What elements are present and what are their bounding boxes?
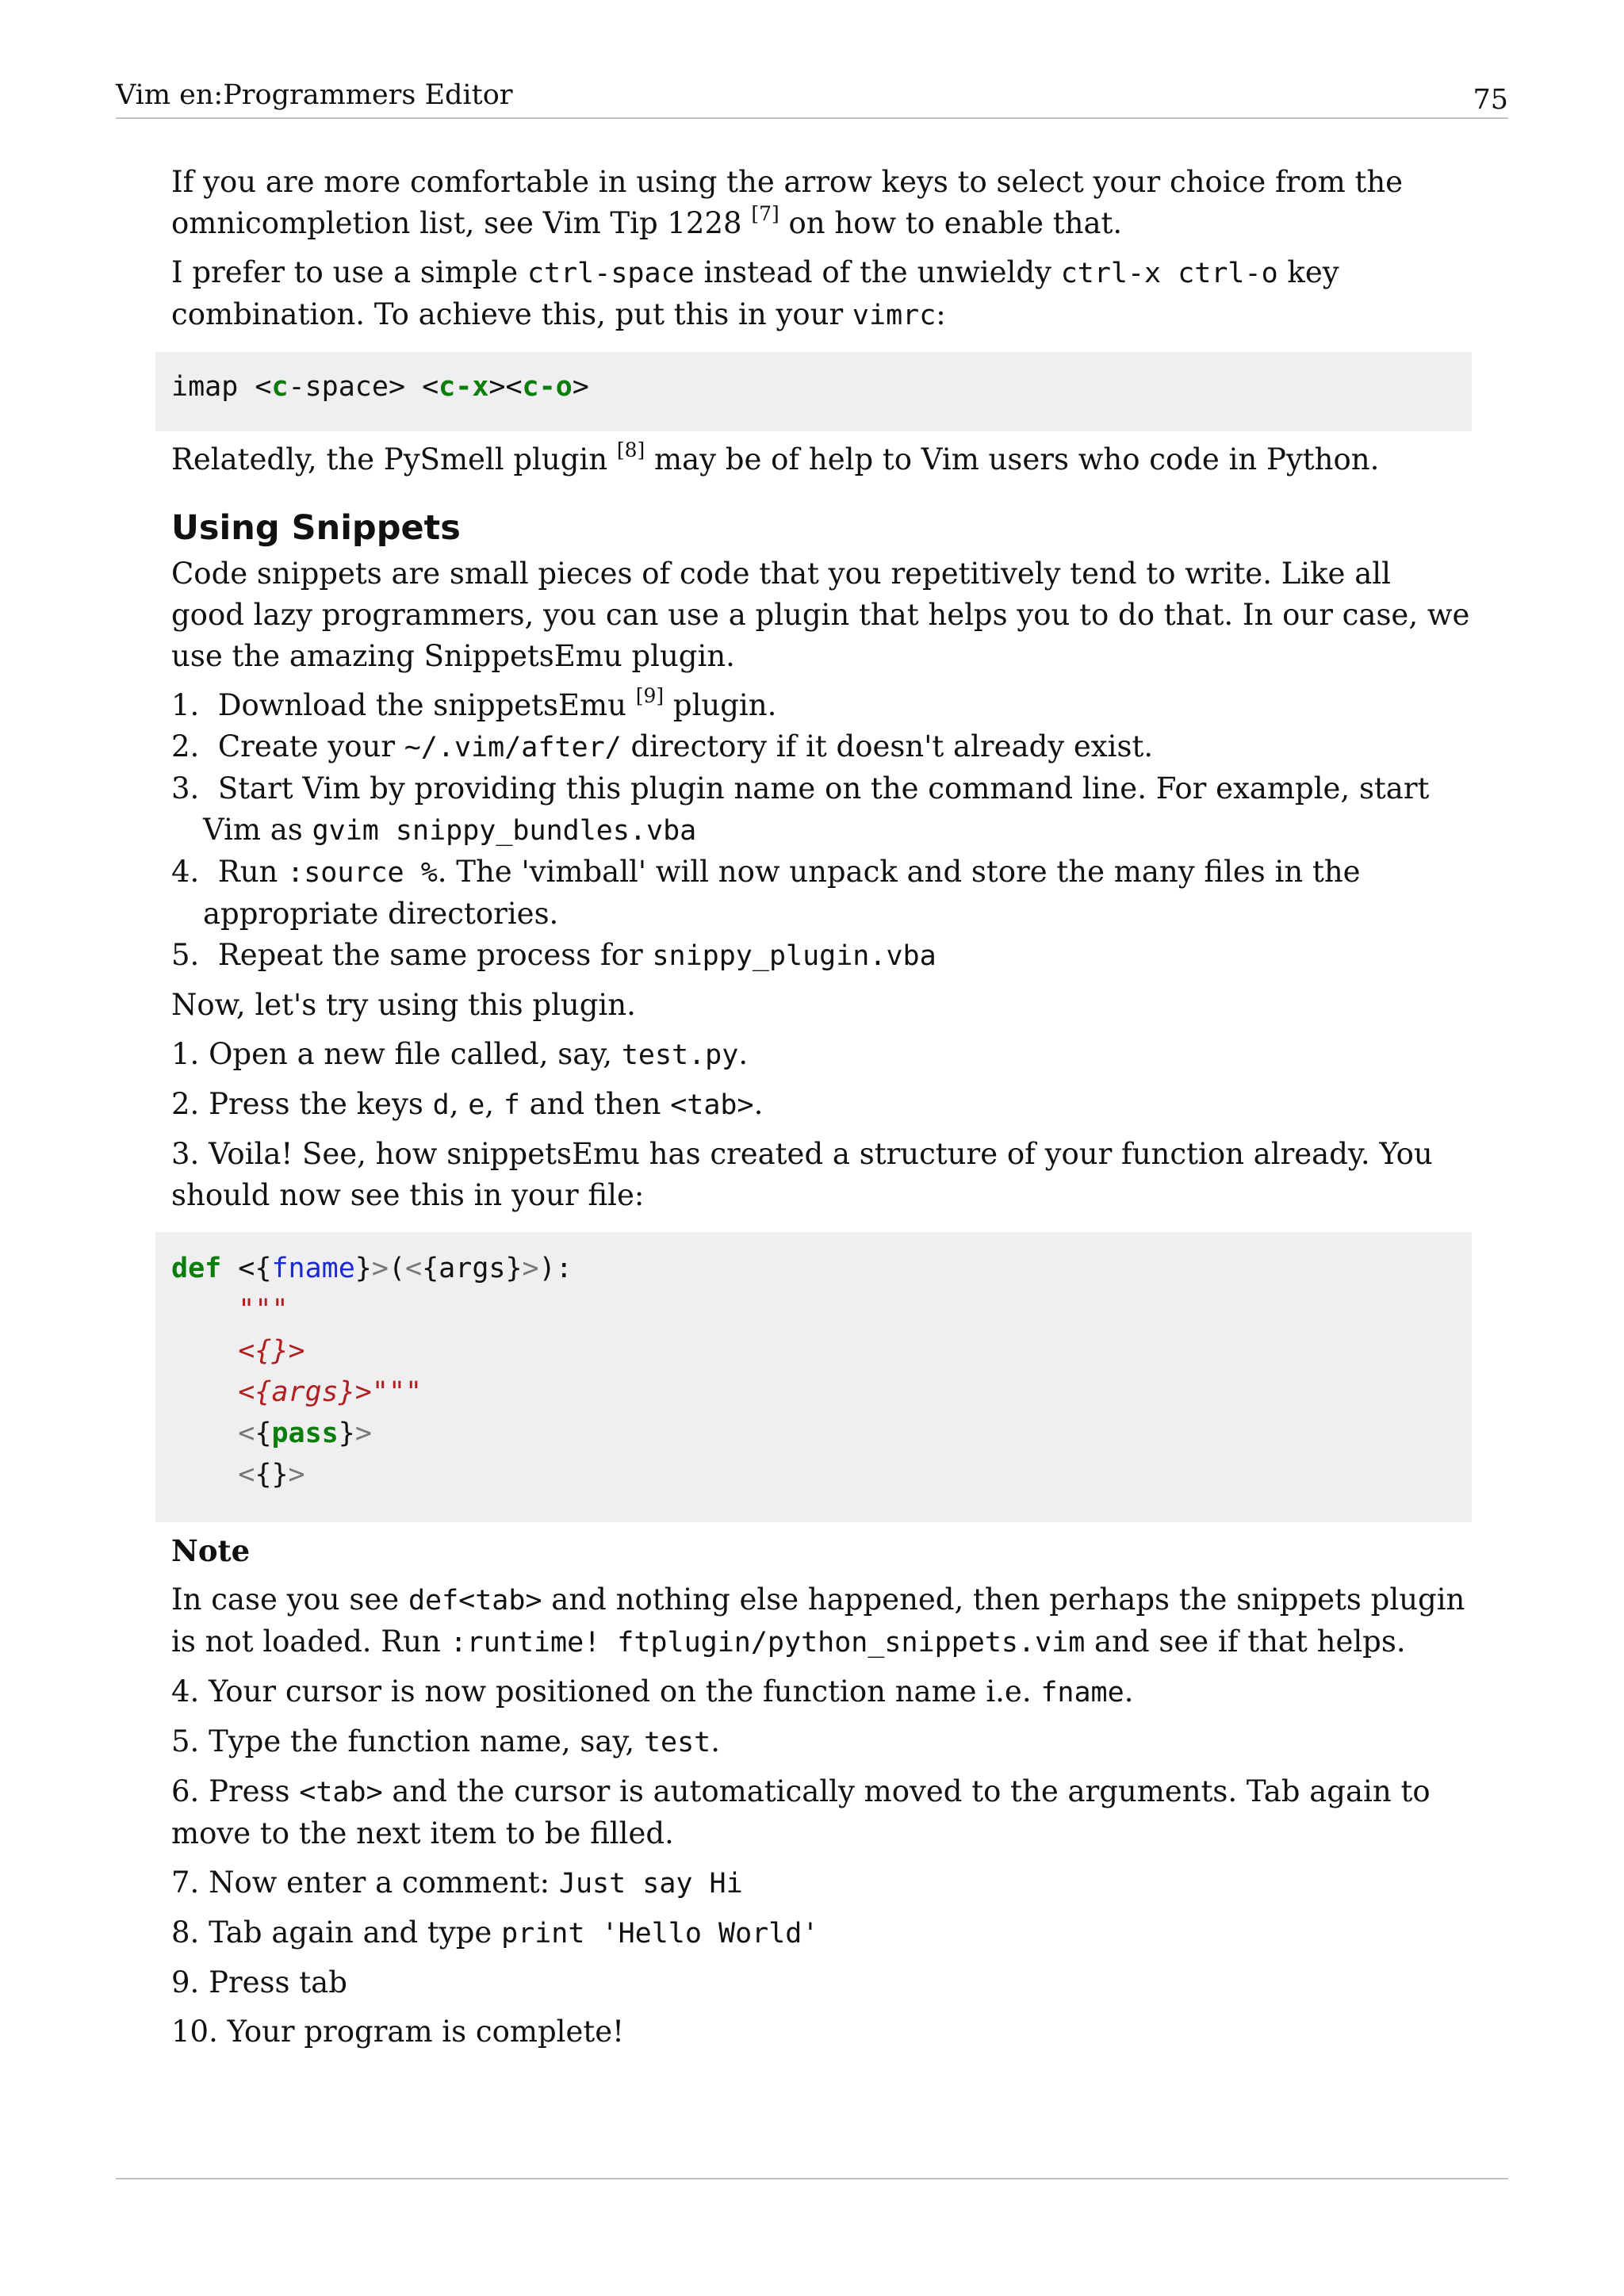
section-heading: Using Snippets [171,508,461,548]
code-line-3: <{}> [238,1335,305,1367]
step-4: 4. Your cursor is now positioned on the function name i.e. fname. [171,1674,1134,1709]
code-line-6: <{}> [238,1459,305,1490]
tip-text-end: on how to enable that. [779,206,1123,240]
tip-paragraph [171,162,1472,244]
step-5: 5. Type the function name, say, test. [171,1724,721,1758]
page-number: 75 [1473,84,1508,116]
step-10: 10. Your program is complete! [171,2015,625,2049]
intro-paragraph: Code snippets are small pieces of code that you repetitively tend to write. Like all good lazy programmers, you can use a plugin that helps you to do that. In our case, we use the amazing SnippetsEmu plugin. [171,557,1470,673]
pysmell-paragraph: Relatedly, the PySmell plugin [8] may be of help to Vim users who code in Python. [171,438,1380,476]
imap-code-block: imap <c-space> <c-x><c-o> [155,352,1472,431]
list-item: 2. Create your ~/.vim/after/ directory if it doesn't already exist. [171,729,1154,763]
code-ctrl-x-ctrl-o: ctrl-x ctrl-o [1060,258,1278,289]
step-7: 7. Now enter a comment: Just say Hi [171,1866,743,1900]
reference-9[interactable]: [9] [635,684,665,707]
use-step-1: 1. Open a new file called, say, test.py. [171,1037,749,1071]
text: instead of the unwieldy [694,255,1061,289]
text: key combination. To achieve this, put this in your [171,255,1339,331]
footer-rule [116,2178,1508,2179]
page-content [171,162,1472,2053]
reference-7[interactable]: [7] [751,202,779,225]
try-paragraph: Now, let's try using this plugin. [171,988,636,1022]
list-item: 4. Run :source %. The 'vimball' will now unpack and store the many files in the appropriate directories. [171,855,1361,931]
book-title: Vim en:Programmers Editor [116,79,513,111]
install-steps-list [171,685,1472,977]
prefer-paragraph [171,252,1472,336]
note-text: In case you see def<tab> and nothing else happened, then perhaps the snippets plugin is not loaded. Run :runtime! ftplugin/python_snippets.vim and see if that helps. [171,1582,1465,1659]
def-code-block [155,1232,1472,1522]
code-ctrl-space: ctrl-space [527,258,695,289]
code-line-2: """ [238,1294,289,1326]
text: I prefer to use a simple [171,255,527,289]
note-label: Note [171,1533,251,1568]
code-line-4: <{args}>""" [238,1376,423,1408]
reference-8[interactable]: [8] [616,438,645,461]
step-8: 8. Tab again and type print 'Hello World' [171,1915,819,1950]
list-item: 5. Repeat the same process for snippy_plugin.vba [171,938,936,972]
use-step-3: 3. Voila! See, how snippetsEmu has created a structure of your function already. You should now see this in your file: [171,1137,1433,1212]
list-item: 3. Start Vim by providing this plugin name on the command line. For example, start Vim as gvim snippy_bundles.vba [171,771,1430,847]
running-header [116,73,1508,119]
list-item: 1. Download the snippetsEmu [9] plugin. [171,684,777,722]
step-6: 6. Press <tab> and the cursor is automatically moved to the arguments. Tab again to move to the next item to be filled. [171,1774,1431,1850]
text: : [936,297,946,331]
code-line-1: def <{fname}>(<{args}>): [171,1253,573,1284]
step-9: 9. Press tab [171,1965,347,1999]
tip-text: If you are more comfortable in using the arrow keys to select your choice from the omnicompletion list, see Vim Tip 1228 [171,165,1404,240]
code-vimrc: vimrc [852,300,936,331]
use-step-2: 2. Press the keys d, e, f and then <tab>. [171,1087,764,1121]
code-line-5: <{pass}> [238,1418,372,1449]
